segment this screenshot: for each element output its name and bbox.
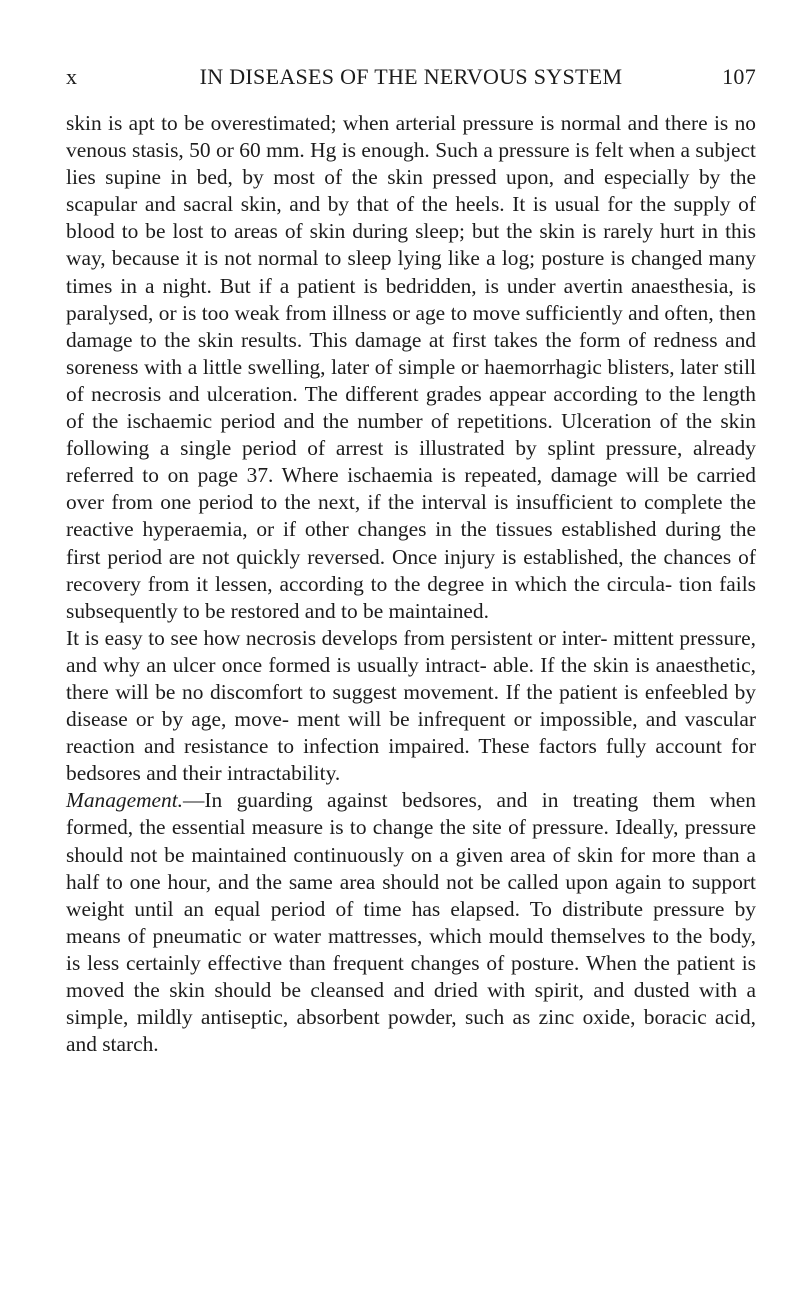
paragraph-3-body: —In guarding against bedsores, and in treating them when formed, the essential measure is to change the site of pressure. Ideally, pressure should not be maintained continuously on a given area of skin for more than a half to one hour, and the same area should not be called upon again to support weight until an equal period of time has elapsed. To distribute pressure by means of pneumatic or water mattresses, which mould themselves to the body, is less certainly effective than frequent changes of posture. When the patient is moved the skin should be cleansed and dried with spirit, and dusted with a simple, mildly antiseptic, absorbent powder, such as zinc oxide, boracic acid, and starch.	[66, 788, 756, 1057]
running-title: IN DISEASES OF THE NERVOUS SYSTEM	[199, 64, 623, 89]
management-heading: Management.	[66, 788, 184, 813]
paragraph-3	[66, 787, 756, 1058]
running-head	[66, 62, 756, 92]
paragraph-2: It is easy to see how necrosis develops from persistent or inter- mittent pressure, and why an ulcer once formed is usually intract- able. If the skin is anaesthetic, there will be no discomfort to suggest movement. If the patient is enfeebled by disease or by age, move- ment will be infrequent or impossible, and vascular reaction and resistance to infection impaired. These factors fully account for bedsores and their intractability.	[66, 625, 756, 786]
body-text	[66, 110, 756, 1058]
page-number: 107	[722, 64, 756, 89]
chapter-number: x	[66, 64, 78, 89]
paragraph-1: skin is apt to be overestimated; when arterial pressure is normal and there is no venous stasis, 50 or 60 mm. Hg is enough. Such a pressure is felt when a subject lies supine in bed, by most of the skin pressed upon, and especially by the scapular and sacral skin, and by that of the heels. It is usual for the supply of blood to be lost to areas of skin during sleep; but the skin is rarely hurt in this way, because it is not normal to sleep lying like a log; posture is changed many times in a night. But if a patient is bedridden, is under avertin anaesthesia, is paralysed, or is too weak from illness or age to move sufficiently and often, then damage to the skin results. This damage at first takes the form of redness and soreness with a little swelling, later of simple or haemorrhagic blisters, later still of necrosis and ulceration. The different grades appear according to the length of the ischaemic period and the number of repetitions. Ulceration of the skin following a single period of arrest is illustrated by splint pressure, already referred to on page 37. Where ischaemia is repeated, damage will be carried over from one period to the next, if the interval is insufficient to complete the reactive hyperaemia, or if other changes in the tissues established during the first period are not quickly reversed. Once injury is established, the chances of recovery from it lessen, according to the degree in which the circula- tion fails subsequently to be restored and to be maintained.	[66, 111, 756, 623]
